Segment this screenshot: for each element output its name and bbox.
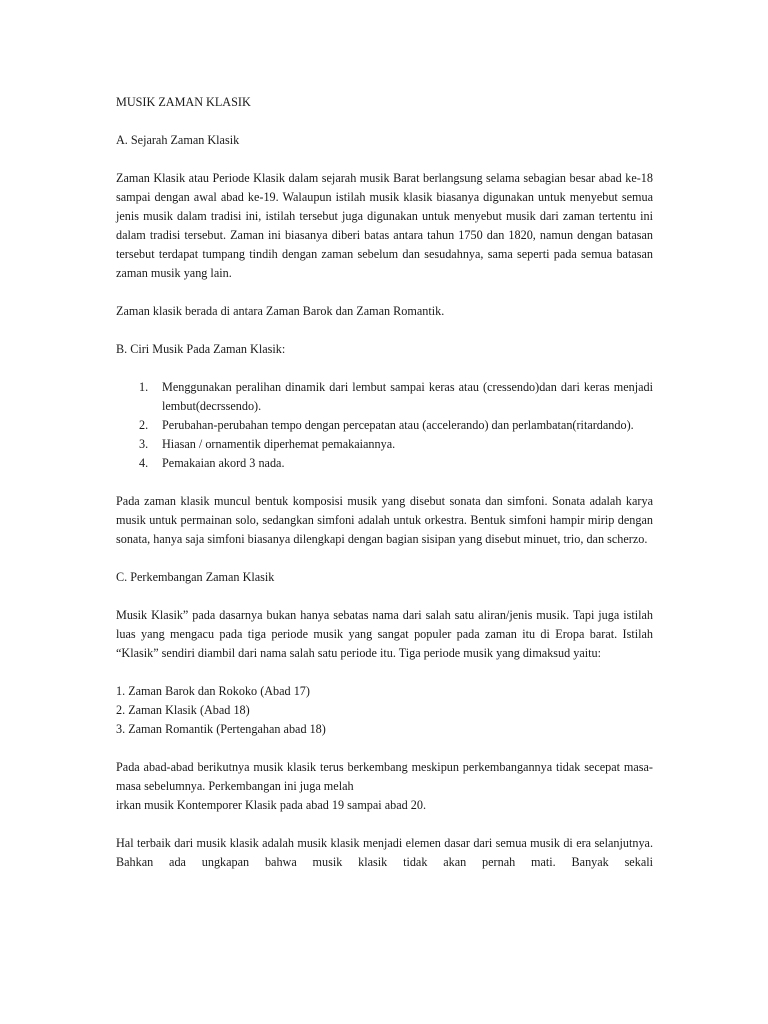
section-c-paragraph-3: Hal terbaik dari musik klasik adalah musik klasik menjadi elemen dasar dari semua musik di era selanjutnya. Bahkan ada ungkapan bahwa musik klasik tidak akan pernah mati. Banyak sekali (116, 836, 653, 869)
list-item (116, 454, 653, 473)
section-c-paragraph-2-part-1: Pada abad-abad berikutnya musik klasik terus berkembang meskipun perkembangannya tidak secepat masa-masa sebelumnya. Perkembangan ini juga melah (116, 760, 653, 793)
list-item-number: 3. (139, 437, 149, 451)
list-item-number: 1. (139, 380, 149, 394)
section-a-paragraph-2: Zaman klasik berada di antara Zaman Barok dan Zaman Romantik. (116, 304, 445, 318)
section-a-heading: A. Sejarah Zaman Klasik (116, 133, 240, 147)
list-item-text: Pemakaian akord 3 nada. (162, 456, 285, 470)
section-c-paragraph-2 (116, 758, 653, 815)
period-item: 3. Zaman Romantik (Pertengahan abad 18) (116, 722, 326, 736)
periods-list (116, 682, 653, 739)
section-c-paragraph-2-part-2: irkan musik Kontemporer Klasik pada abad 19 sampai abad 20. (116, 798, 427, 812)
characteristics-list (116, 378, 653, 473)
list-item-number: 4. (139, 456, 149, 470)
list-item (116, 435, 653, 454)
list-item (116, 416, 653, 435)
section-b-heading: B. Ciri Musik Pada Zaman Klasik: (116, 342, 286, 356)
list-item-text: Hiasan / ornamentik diperhemat pemakaiannya. (162, 437, 396, 451)
list-item (116, 378, 653, 416)
list-item-text: Menggunakan peralihan dinamik dari lembut sampai keras atau (cressendo)dan dari keras menjadi lembut(decrssendo). (162, 380, 653, 413)
period-item: 2. Zaman Klasik (Abad 18) (116, 703, 250, 717)
list-item-number: 2. (139, 418, 149, 432)
section-b-paragraph: Pada zaman klasik muncul bentuk komposisi musik yang disebut sonata dan simfoni. Sonata adalah karya musik untuk permainan solo, sedangkan simfoni adalah untuk orkestra. Bentuk simfoni hampir mirip dengan sonata, hanya saja simfoni biasanya dilengkapi dengan bagian sisipan yang disebut minuet, trio, dan scherzo. (116, 494, 653, 546)
section-a-paragraph-1: Zaman Klasik atau Periode Klasik dalam sejarah musik Barat berlangsung selama sebagian besar abad ke-18 sampai dengan awal abad ke-19. Walaupun istilah musik klasik biasanya digunakan untuk menyebut semua jenis musik dalam tradisi ini, istilah tersebut juga digunakan untuk menyebut musik dari zaman tertentu ini dalam tradisi tersebut. Zaman ini biasanya diberi batas antara tahun 1750 dan 1820, namun dengan batasan tersebut terdapat tumpang tindih dengan zaman sebelum dan sesudahnya, sama seperti pada semua batasan zaman musik yang lain. (116, 171, 653, 280)
list-item-text: Perubahan-perubahan tempo dengan percepatan atau (accelerando) dan perlambatan(ritardando). (162, 418, 634, 432)
period-item: 1. Zaman Barok dan Rokoko (Abad 17) (116, 684, 310, 698)
section-c-heading: C. Perkembangan Zaman Klasik (116, 570, 275, 584)
section-c-paragraph-1: Musik Klasik” pada dasarnya bukan hanya sebatas nama dari salah satu aliran/jenis musik. Tapi juga istilah luas yang mengacu pada tiga periode musik yang sangat populer pada zaman itu di Eropa barat. Istilah “Klasik” sendiri diambil dari nama salah satu periode itu. Tiga periode musik yang dimaksud yaitu: (116, 608, 653, 660)
document-page (116, 93, 653, 872)
document-title: MUSIK ZAMAN KLASIK (116, 95, 251, 109)
